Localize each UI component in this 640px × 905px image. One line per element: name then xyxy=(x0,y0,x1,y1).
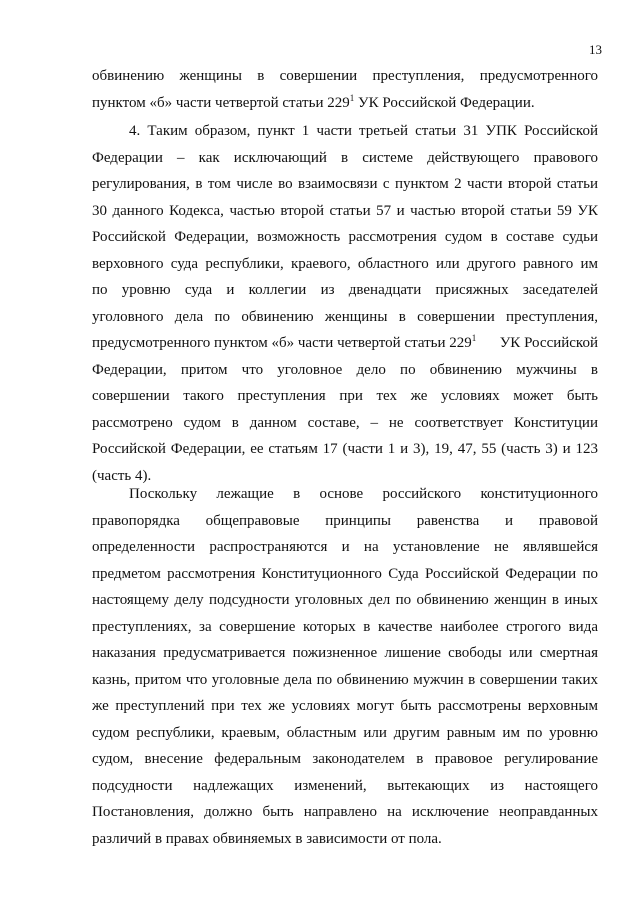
text-line: казнь, притом что уголовные дела по обвинению мужчин в совершении таких xyxy=(92,671,598,688)
text-fragment xyxy=(92,330,476,357)
text-line: 4. Таким образом, пункт 1 части третьей статьи 31 УПК Российской xyxy=(129,123,598,139)
text-line: же преступлений при тех же условиях могут быть рассмотрены верховным xyxy=(92,698,598,714)
text-line: Российской Федерации, возможность рассмотрения судом в составе судьи xyxy=(92,229,598,245)
superscript: 1 xyxy=(349,92,355,103)
text-line: по уровню суда и коллегии из двенадцати присяжных заседателей xyxy=(92,282,598,298)
text-line: судом, внесение федеральным законодателем в правовое регулирование xyxy=(92,751,598,767)
text-line: подсудности надлежащих изменений, вытекающих из настоящего xyxy=(92,777,598,794)
text-line: Поскольку лежащие в основе российского конституционного xyxy=(129,486,598,502)
text-line: определенности распространяются и на установление не являвшейся xyxy=(92,539,598,555)
text-line: предметом рассмотрения Конституционного Суда Российской Федерации по xyxy=(92,565,598,582)
text-line xyxy=(92,90,598,117)
text-line: 30 данного Кодекса, частью второй статьи 57 и частью второй статьи 59 УК xyxy=(92,202,598,219)
paragraph-conclusion xyxy=(92,118,598,489)
text-line: правопорядка общеправовые принципы равенства и правовой xyxy=(92,512,598,529)
text-line: (часть 4). xyxy=(92,467,152,484)
superscript: 1 xyxy=(471,333,477,343)
text-line: Федерации, притом что уголовное дело по обвинению мужчины в xyxy=(92,361,598,378)
text-line: Постановления, должно быть направлено на исключение неоправданных xyxy=(92,804,598,820)
text-line: обвинению женщины в совершении преступления, предусмотренного xyxy=(92,68,598,84)
text-line: преступлениях, за совершение которых в качестве наиболее строгого вида xyxy=(92,618,598,635)
paragraph-main xyxy=(92,481,598,852)
text-line: Российской Федерации, ее статьям 17 (части 1 и 3), 19, 47, 55 (часть 3) и 123 xyxy=(92,441,598,457)
text-fragment: предусмотренного пунктом «б» части четвертой статьи 229 xyxy=(92,335,472,351)
text-line: Федерации – как исключающий в системе действующего правового xyxy=(92,149,598,166)
text-line: судом республики, краевым, областным или другим равным им по уровню xyxy=(92,724,598,741)
text-fragment: пунктом «б» части четвертой статьи 229 xyxy=(92,94,350,111)
text-line: верховного суда республики, краевого, областного или другого равного им xyxy=(92,255,598,272)
text-line: совершении такого преступления при тех же условиях может быть xyxy=(92,388,598,404)
text-line: наказания предусматривается пожизненное лишение свободы или смертная xyxy=(92,645,598,661)
text-line xyxy=(92,330,598,357)
text-line: различий в правах обвиняемых в зависимости от пола. xyxy=(92,830,442,847)
text-line: регулирования, в том числе во взаимосвязи с пунктом 2 части второй статьи xyxy=(92,176,598,192)
text-line: настоящему делу подсудности уголовных дел по обвинению женщин в иных xyxy=(92,592,598,608)
text-fragment: УК Российской xyxy=(499,335,598,351)
page-number: 13 xyxy=(589,42,602,57)
paragraph-continuation xyxy=(92,63,598,116)
text-line: рассмотрено судом в данном составе, – не соответствует Конституции xyxy=(92,414,598,431)
text-fragment: УК Российской Федерации. xyxy=(354,94,535,111)
text-line: уголовного дела по обвинению женщины в совершении преступления, xyxy=(92,308,598,325)
